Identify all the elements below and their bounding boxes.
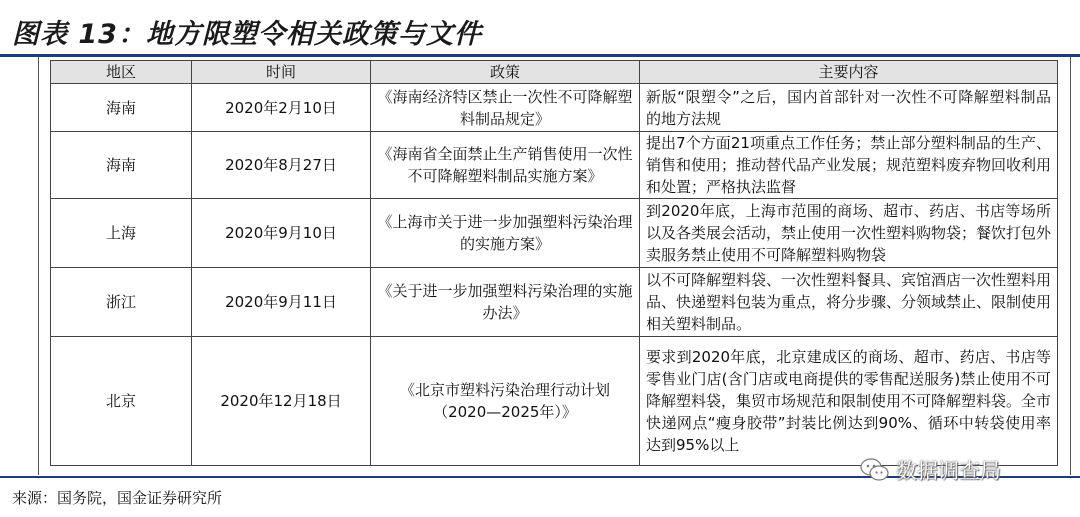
cell-content: 要求到2020年底，北京建成区的商场、超市、药店、书店等零售业门店(含门店或电商提供的零售配送服务)禁止使用不可降解塑料袋，集贸市场规范和限制使用不可降解塑料袋。全市快递网点“瘦身胶带”封装比例达到90%、循环中转袋使用率达到95%以上 (640, 337, 1058, 466)
title-divider (0, 54, 1080, 57)
cell-policy: 《海南经济特区禁止一次性不可降解塑料制品规定》 (371, 84, 640, 132)
cell-time: 2020年9月10日 (192, 199, 371, 268)
cell-policy: 《北京市塑料污染治理行动计划（2020—2025年）》 (371, 337, 640, 466)
table-header-row (51, 61, 1058, 84)
frame-left-border (38, 57, 39, 475)
cell-time: 2020年2月10日 (192, 84, 371, 132)
header-region: 地区 (51, 61, 192, 84)
cell-content: 提出7个方面21项重点工作任务；禁止部分塑料制品的生产、销售和使用；推动替代品产业发展；规范塑料废弃物回收利用和处置；严格执法监督 (640, 132, 1058, 199)
table-row (51, 337, 1058, 466)
wechat-icon (860, 457, 890, 483)
cell-content: 到2020年底，上海市范围的商场、超市、药店、书店等场所以及各类展会活动，禁止使用一次性塑料购物袋；餐饮打包外卖服务禁止使用不可降解塑料购物袋 (640, 199, 1058, 268)
table-row (51, 268, 1058, 337)
table-row (51, 132, 1058, 199)
cell-time: 2020年9月11日 (192, 268, 371, 337)
watermark-text: 数据调查局 (896, 459, 1001, 483)
source-note: 来源：国务院，国金证券研究所 (12, 489, 223, 507)
cell-region: 上海 (51, 199, 192, 268)
cell-region: 海南 (51, 84, 192, 132)
table-row (51, 84, 1058, 132)
cell-region: 海南 (51, 132, 192, 199)
cell-time: 2020年12月18日 (192, 337, 371, 466)
cell-region: 北京 (51, 337, 192, 466)
cell-region: 浙江 (51, 268, 192, 337)
cell-policy: 《海南省全面禁止生产销售使用一次性不可降解塑料制品实施方案》 (371, 132, 640, 199)
cell-time: 2020年8月27日 (192, 132, 371, 199)
header-time: 时间 (192, 61, 371, 84)
cell-policy: 《关于进一步加强塑料污染治理的实施办法》 (371, 268, 640, 337)
cell-content: 新版“限塑令”之后，国内首部针对一次性不可降解塑料制品的地方法规 (640, 84, 1058, 132)
frame-right-border (1070, 57, 1071, 475)
cell-content: 以不可降解塑料袋、一次性塑料餐具、宾馆酒店一次性塑料用品、快递塑料包装为重点，将分步骤、分领域禁止、限制使用相关塑料制品。 (640, 268, 1058, 337)
policy-table (50, 60, 1058, 466)
header-content: 主要内容 (640, 61, 1058, 84)
page-title: 图表 13：地方限塑令相关政策与文件 (12, 19, 482, 50)
header-policy: 政策 (371, 61, 640, 84)
watermark (860, 455, 1001, 485)
cell-policy: 《上海市关于进一步加强塑料污染治理的实施方案》 (371, 199, 640, 268)
table-row (51, 199, 1058, 268)
